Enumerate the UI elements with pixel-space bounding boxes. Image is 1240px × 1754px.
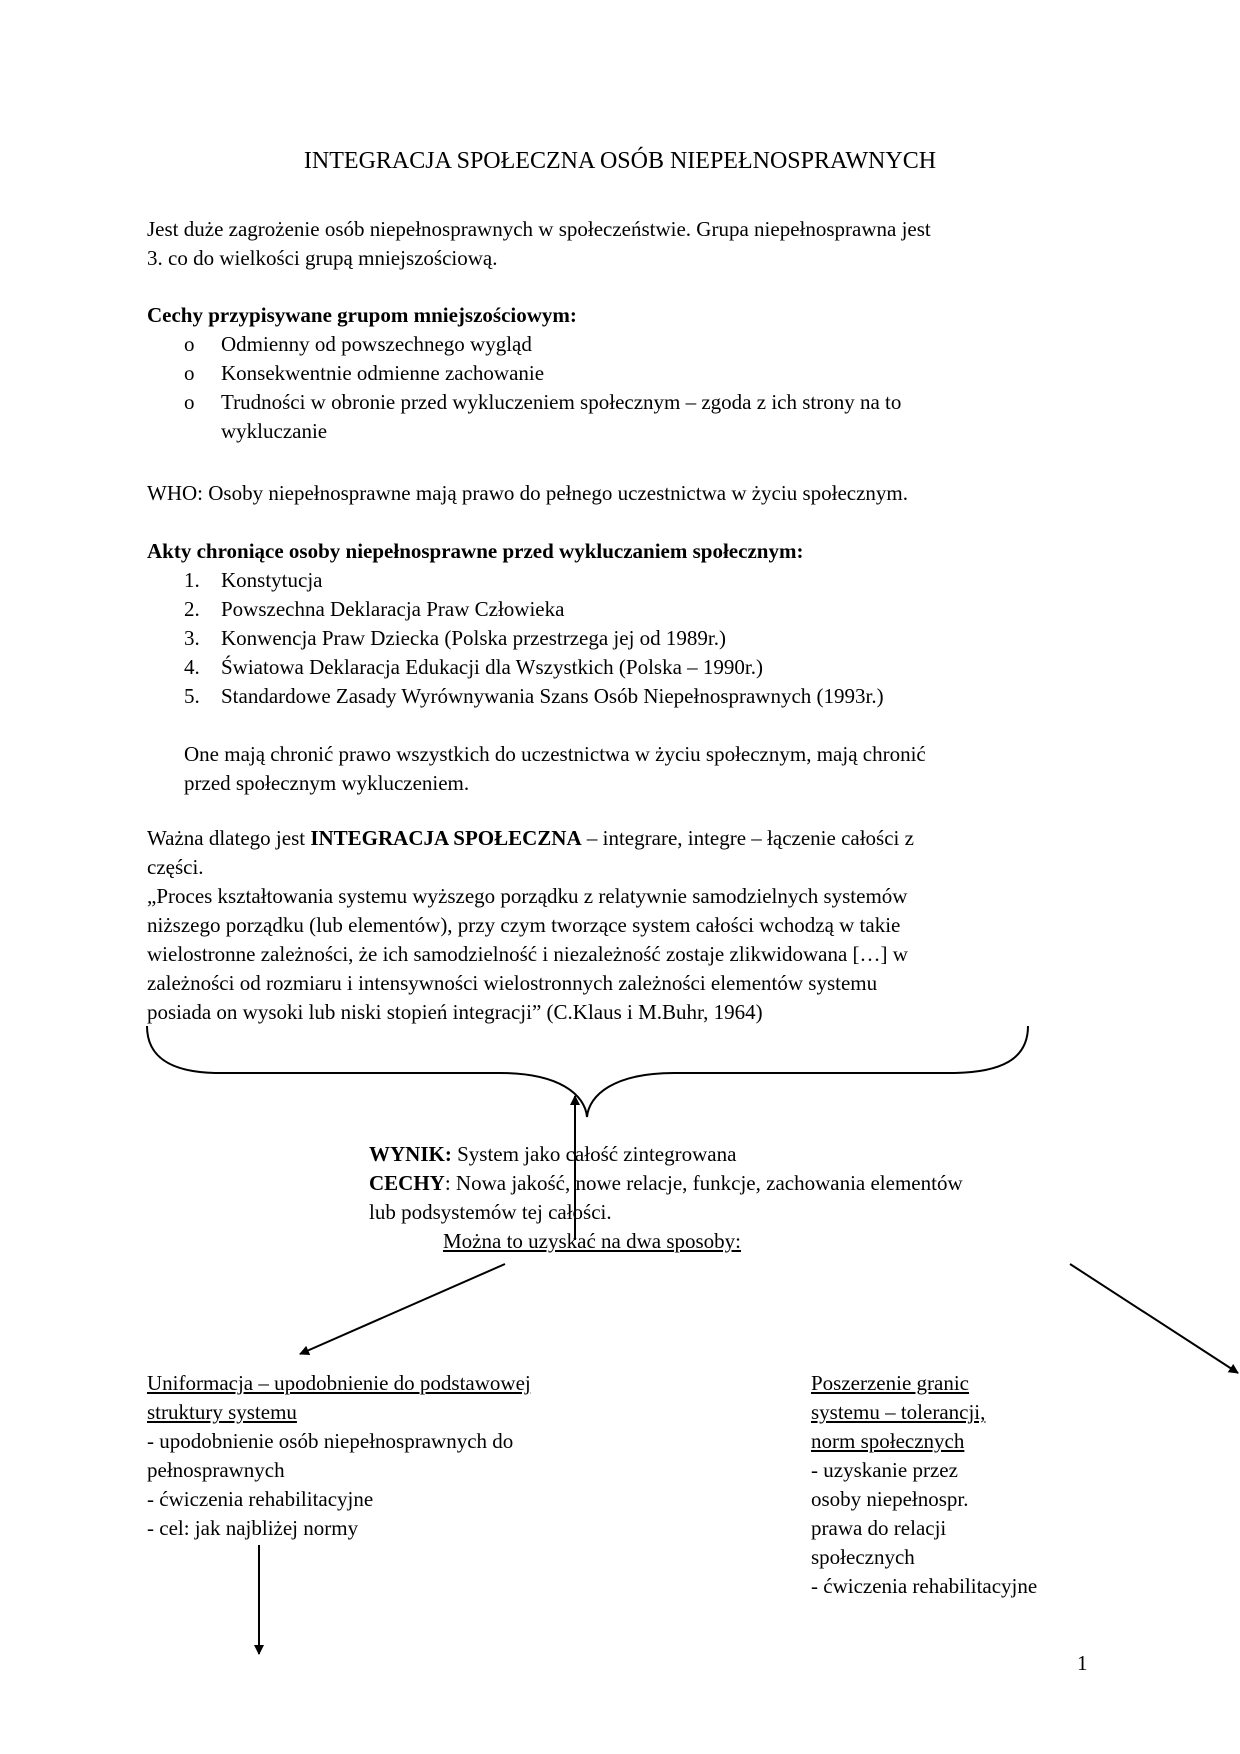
left-branch — [147, 1369, 531, 1543]
integration-term: INTEGRACJA SPOŁECZNA — [310, 826, 582, 850]
page-number: 1 — [1077, 1651, 1088, 1675]
result-block — [369, 1140, 963, 1256]
who-statement: WHO: Osoby niepełnosprawne mają prawo do pełnego uczestnictwa w życiu społecznym. — [147, 481, 909, 505]
list-number: 5. — [184, 684, 200, 708]
branch-line: osoby niepełnospr. — [811, 1487, 969, 1511]
list-item-text: Odmienny od powszechnego wygląd — [221, 332, 532, 356]
branch-line: - upodobnienie osób niepełnosprawnych do — [147, 1429, 514, 1453]
list-item-text: Konstytucja — [221, 568, 323, 592]
list-item-text: Światowa Deklaracja Edukacji dla Wszystkich (Polska – 1990r.) — [221, 655, 763, 679]
cechy-label: CECHY — [369, 1171, 445, 1195]
bullet-icon: o — [184, 390, 195, 414]
quote-line: wielostronne zależności, że ich samodzielność i niezależność zostaje zlikwidowana […] w — [147, 942, 908, 966]
list-item-text: Trudności w obronie przed wykluczeniem społecznym – zgoda z ich strony na to — [221, 390, 902, 414]
list-item-text: Konsekwentnie odmienne zachowanie — [221, 361, 545, 385]
left-branch-arrow — [300, 1264, 505, 1354]
branch-line: - cel: jak najbliżej normy — [147, 1516, 359, 1540]
list-item-text: Standardowe Zasady Wyrównywania Szans Osób Niepełnosprawnych (1993r.) — [221, 684, 884, 708]
traits-heading: Cechy przypisywane grupom mniejszościowym: — [147, 303, 577, 327]
wynik-label: WYNIK: — [369, 1142, 452, 1166]
text: części. — [147, 855, 204, 879]
bullet-icon: o — [184, 332, 195, 356]
right-branch — [811, 1369, 1037, 1601]
intro-line: 3. co do wielkości grupą mniejszościową. — [147, 246, 498, 270]
quote-line: „Proces kształtowania systemu wyższego porządku z relatywnie samodzielnych systemów — [147, 884, 908, 908]
text: : Nowa jakość, nowe relacje, funkcje, zachowania elementów — [444, 1171, 963, 1195]
branch-line: - ćwiczenia rehabilitacyjne — [147, 1487, 374, 1511]
quote-line: posiada on wysoki lub niski stopień integracji” (C.Klaus i M.Buhr, 1964) — [147, 1000, 763, 1024]
quote-line: zależności od rozmiaru i intensywności wielostronnych zależności elementów systemu — [147, 971, 878, 995]
branch-heading: systemu – tolerancji, — [811, 1400, 986, 1424]
branch-line: - ćwiczenia rehabilitacyjne — [811, 1574, 1038, 1598]
intro-line: Jest duże zagrożenie osób niepełnosprawnych w społeczeństwie. Grupa niepełnosprawna jest — [147, 217, 931, 241]
branch-line: prawa do relacji — [811, 1516, 947, 1540]
text: lub podsystemów tej całości. — [369, 1200, 612, 1224]
branch-heading: norm społecznych — [811, 1429, 965, 1453]
list-number: 2. — [184, 597, 200, 621]
list-item-text: Powszechna Deklaracja Praw Człowieka — [221, 597, 565, 621]
acts-note-line: przed społecznym wykluczeniem. — [184, 771, 470, 795]
branch-line: pełnosprawnych — [147, 1458, 285, 1482]
bullet-icon: o — [184, 361, 195, 385]
text: Ważna dlatego jest — [147, 826, 311, 850]
acts-heading: Akty chroniące osoby niepełnosprawne przed wykluczaniem społecznym: — [147, 539, 804, 563]
document-title: INTEGRACJA SPOŁECZNA OSÓB NIEPEŁNOSPRAWNYCH — [303, 148, 937, 174]
curly-brace — [147, 1026, 1028, 1117]
text: – integrare, integre – łączenie całości z — [581, 826, 914, 850]
right-branch-arrow — [1070, 1264, 1238, 1373]
branch-heading: Uniformacja – upodobnienie do podstawowej — [147, 1371, 531, 1395]
list-number: 3. — [184, 626, 200, 650]
list-number: 4. — [184, 655, 200, 679]
branch-line: - uzyskanie przez — [811, 1458, 958, 1482]
branch-heading: Poszerzenie granic — [811, 1371, 970, 1395]
list-item-text: Konwencja Praw Dziecka (Polska przestrzega jej od 1989r.) — [221, 626, 726, 650]
ways-heading: Można to uzyskać na dwa sposoby: — [443, 1229, 742, 1253]
list-number: 1. — [184, 568, 200, 592]
list-item-text: wykluczanie — [221, 419, 328, 443]
acts-note-line: One mają chronić prawo wszystkich do uczestnictwa w życiu społecznym, mają chronić — [184, 742, 926, 766]
quote-line: niższego porządku (lub elementów), przy czym tworzące system całości wchodzą w takie — [147, 913, 901, 937]
branch-heading: struktury systemu — [147, 1400, 297, 1424]
text: System jako całość zintegrowana — [451, 1142, 737, 1166]
branch-line: społecznych — [811, 1545, 915, 1569]
